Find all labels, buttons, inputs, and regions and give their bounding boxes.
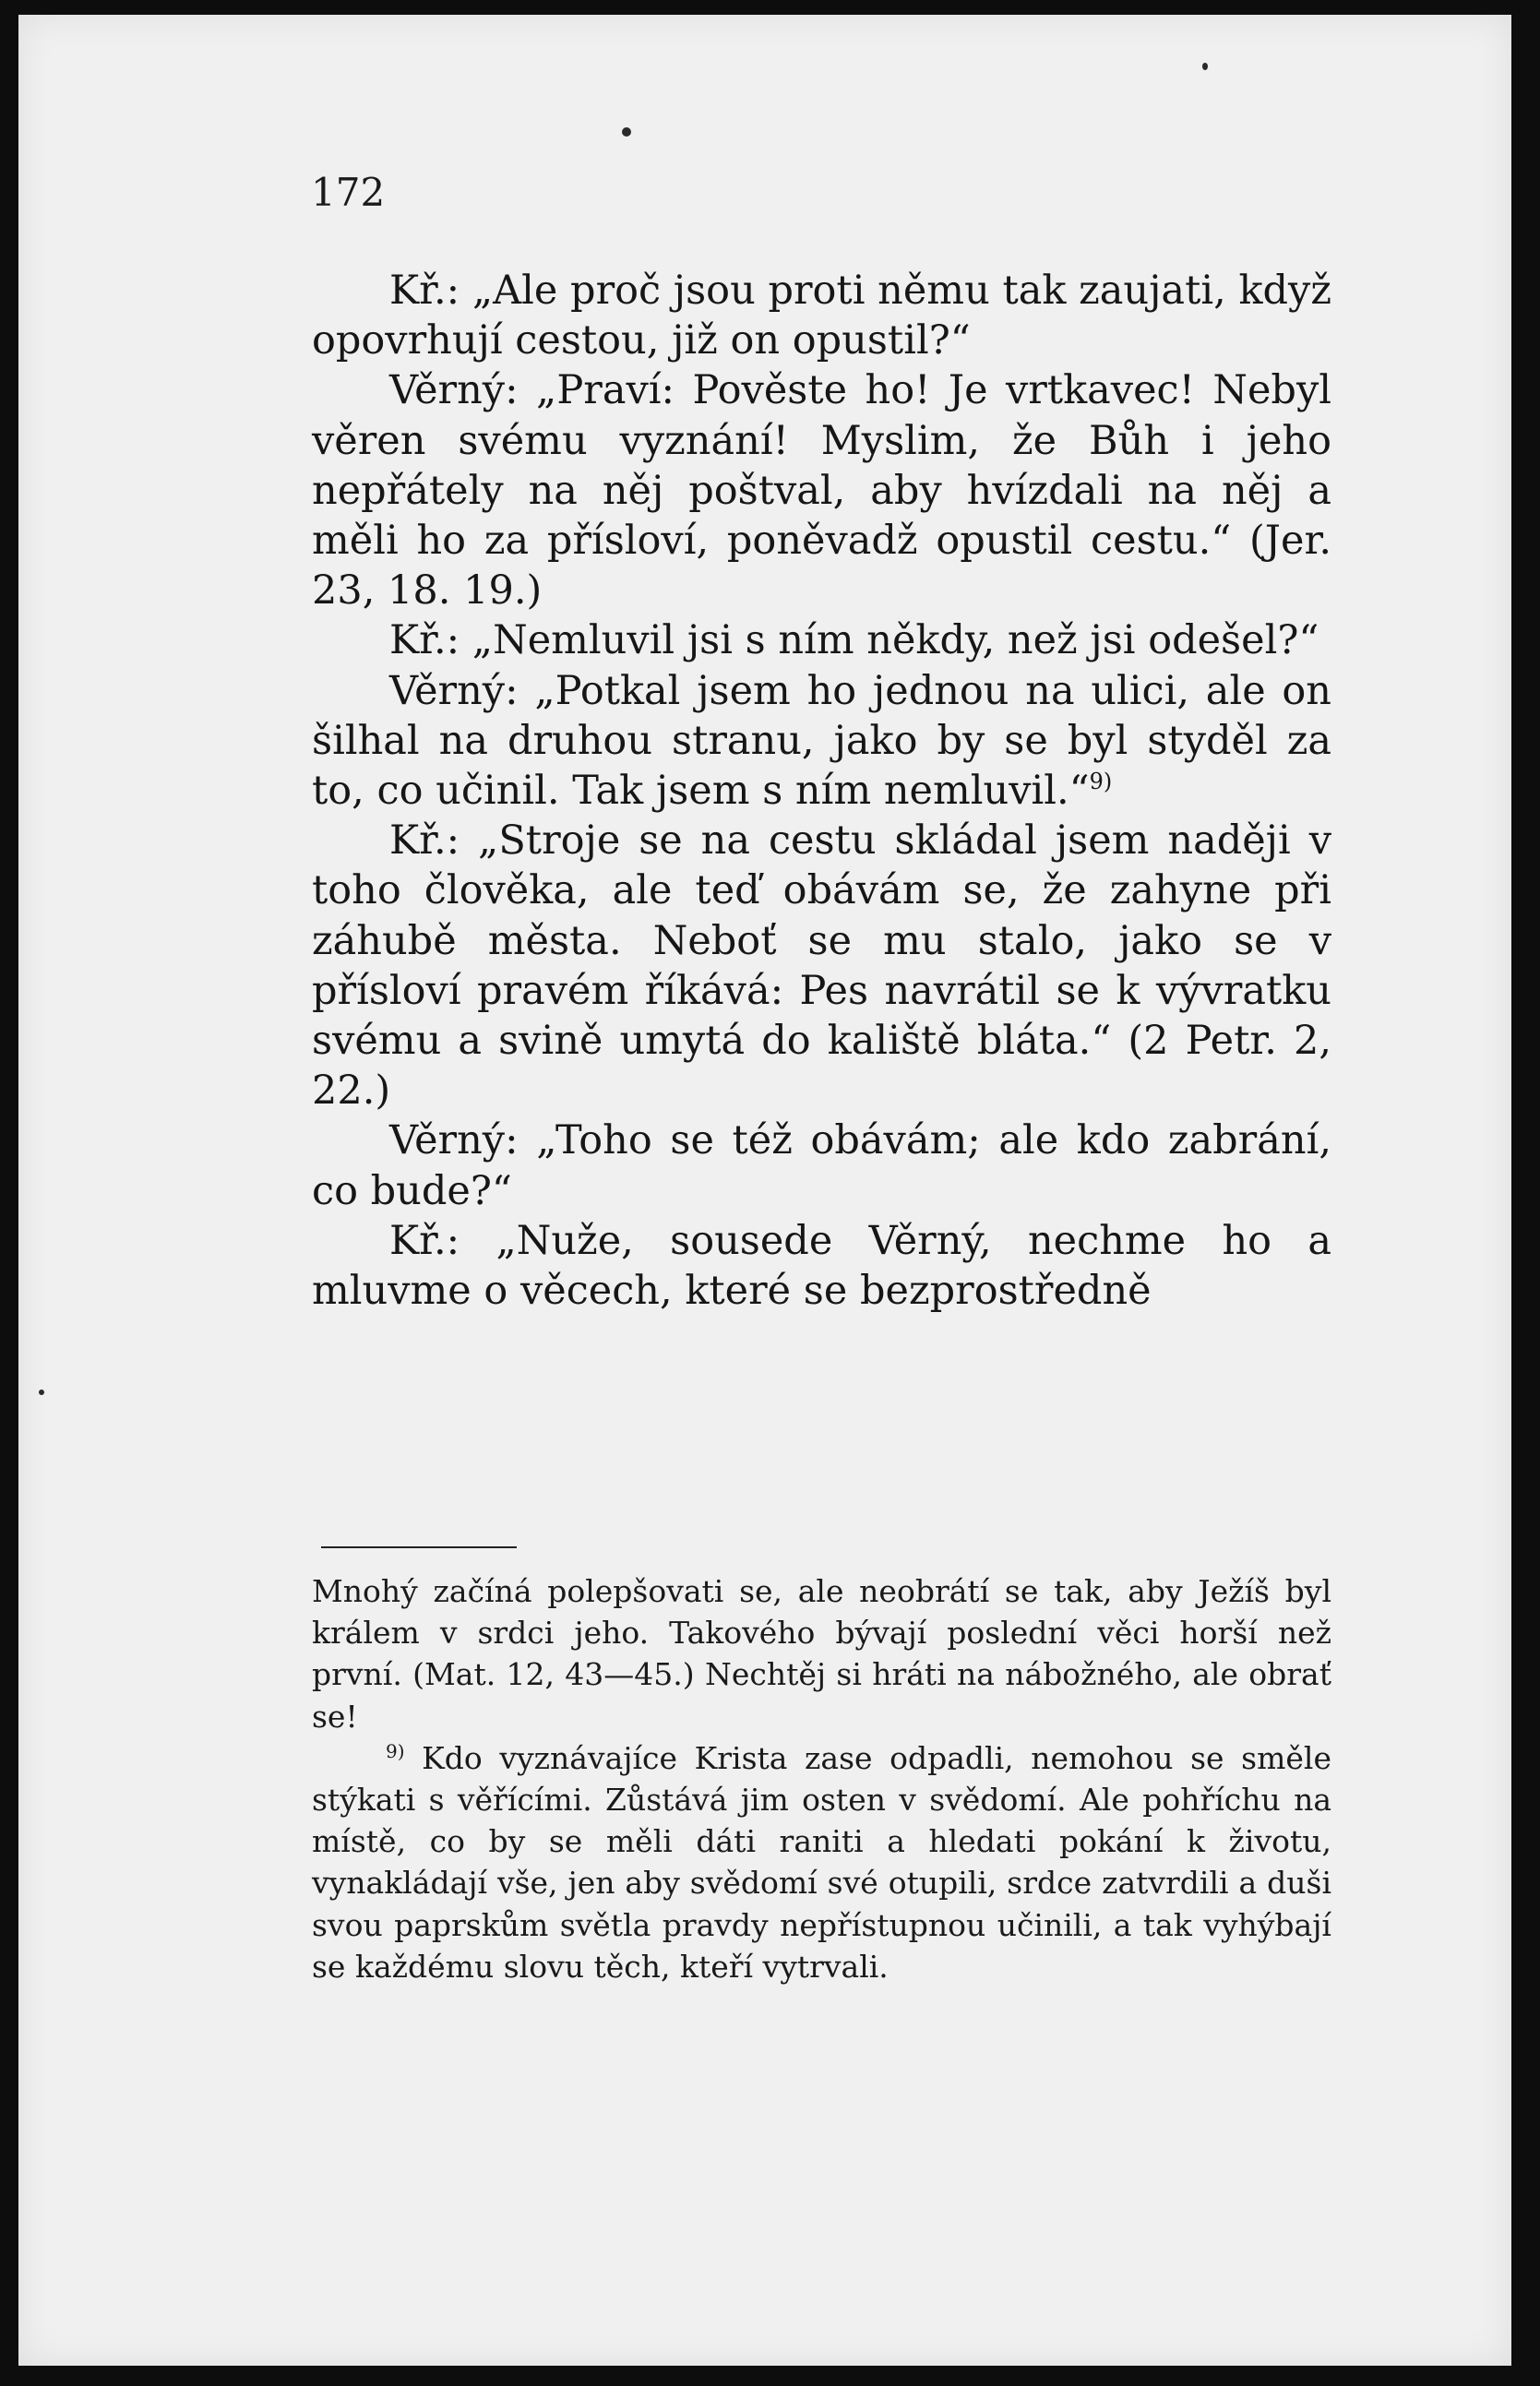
footnote-divider	[321, 1546, 517, 1548]
speaker: Kř.:	[389, 617, 460, 664]
page-number: 172	[311, 170, 386, 215]
ink-speck	[622, 127, 631, 137]
utterance: „Nuže, sousede Věrný, nechme ho a mluvme o věcech, které se bezprostředně	[312, 1217, 1331, 1315]
paragraph	[312, 615, 1331, 665]
book-page	[18, 15, 1511, 2366]
footnote-marker: 9)	[386, 1739, 405, 1762]
speaker: Kř.:	[389, 817, 460, 865]
speaker: Věrný:	[389, 667, 519, 714]
paragraph	[312, 666, 1331, 817]
body-text	[312, 266, 1331, 1316]
footnote-text: Kdo vyznávajíce Krista zase odpadli, nemohou se směle stýkati s věřícími. Zůstává jim osten v svědomí. Ale pohříchu na místě, co by se měli dáti raniti a hledati pokání k životu, vynakládají vše, jen aby svědomí své otupili, srdce zatvrdili a duši svou paprskům světla pravdy nepřístupnou učinili, a tak vyhýbají se každému slovu těch, kteří vytrvali.	[312, 1739, 1331, 1985]
ink-speck	[39, 1390, 44, 1395]
speaker: Věrný:	[389, 1117, 519, 1164]
footnote-continued: Mnohý začíná polepšovati se, ale neobrátí se tak, aby Ježíš byl králem v srdci jeho. Takového bývají poslední věci horší než první. (Mat. 12, 43—45.) Nechtěj si hráti na nábožného, ale obrať se!	[312, 1573, 1331, 1735]
utterance: „Stroje se na cestu skládal jsem naději v toho člověka, ale teď obávám se, že zahyne při záhubě města. Neboť se mu stalo, jako se v přísloví pravém říkává: Pes navrátil se k vývratku svému a svině umytá do kaliště bláta.“ (2 Petr. 2, 22.)	[312, 817, 1331, 1115]
speaker: Věrný:	[389, 367, 519, 414]
speaker: Kř.:	[389, 268, 460, 314]
paragraph	[312, 1115, 1331, 1215]
footnote-9	[312, 1737, 1331, 1987]
utterance: „Ale proč jsou proti němu tak zaujati, když opovrhují cestou, již on opustil?“	[312, 268, 1331, 364]
utterance: „Potkal jsem ho jednou na ulici, ale on šilhal na druhou stranu, jako by se byl styděl za to, co učinil. Tak jsem s ním nemluvil.“	[312, 667, 1331, 815]
paragraph	[312, 365, 1331, 615]
utterance: „Toho se též obávám; ale kdo zabrání, co bude?“	[312, 1117, 1331, 1214]
footnote-reference: 9)	[1089, 769, 1113, 795]
ink-speck	[1202, 63, 1208, 70]
paragraph	[312, 816, 1331, 1115]
speaker: Kř.:	[389, 1217, 460, 1264]
utterance: „Nemluvil jsi s ním někdy, než jsi odešel?“	[460, 617, 1319, 664]
paragraph	[312, 1216, 1331, 1316]
utterance: „Praví: Pověste ho! Je vrtkavec! Nebyl věren svému vyznání! Myslim, že Bůh i jeho nepřátely na něj poštval, aby hvízdali na něj a měli ho za přísloví, poněvadž opustil cestu.“ (Jer. 23, 18. 19.)	[312, 367, 1331, 614]
paragraph	[312, 266, 1331, 365]
footnotes	[312, 1570, 1331, 1987]
